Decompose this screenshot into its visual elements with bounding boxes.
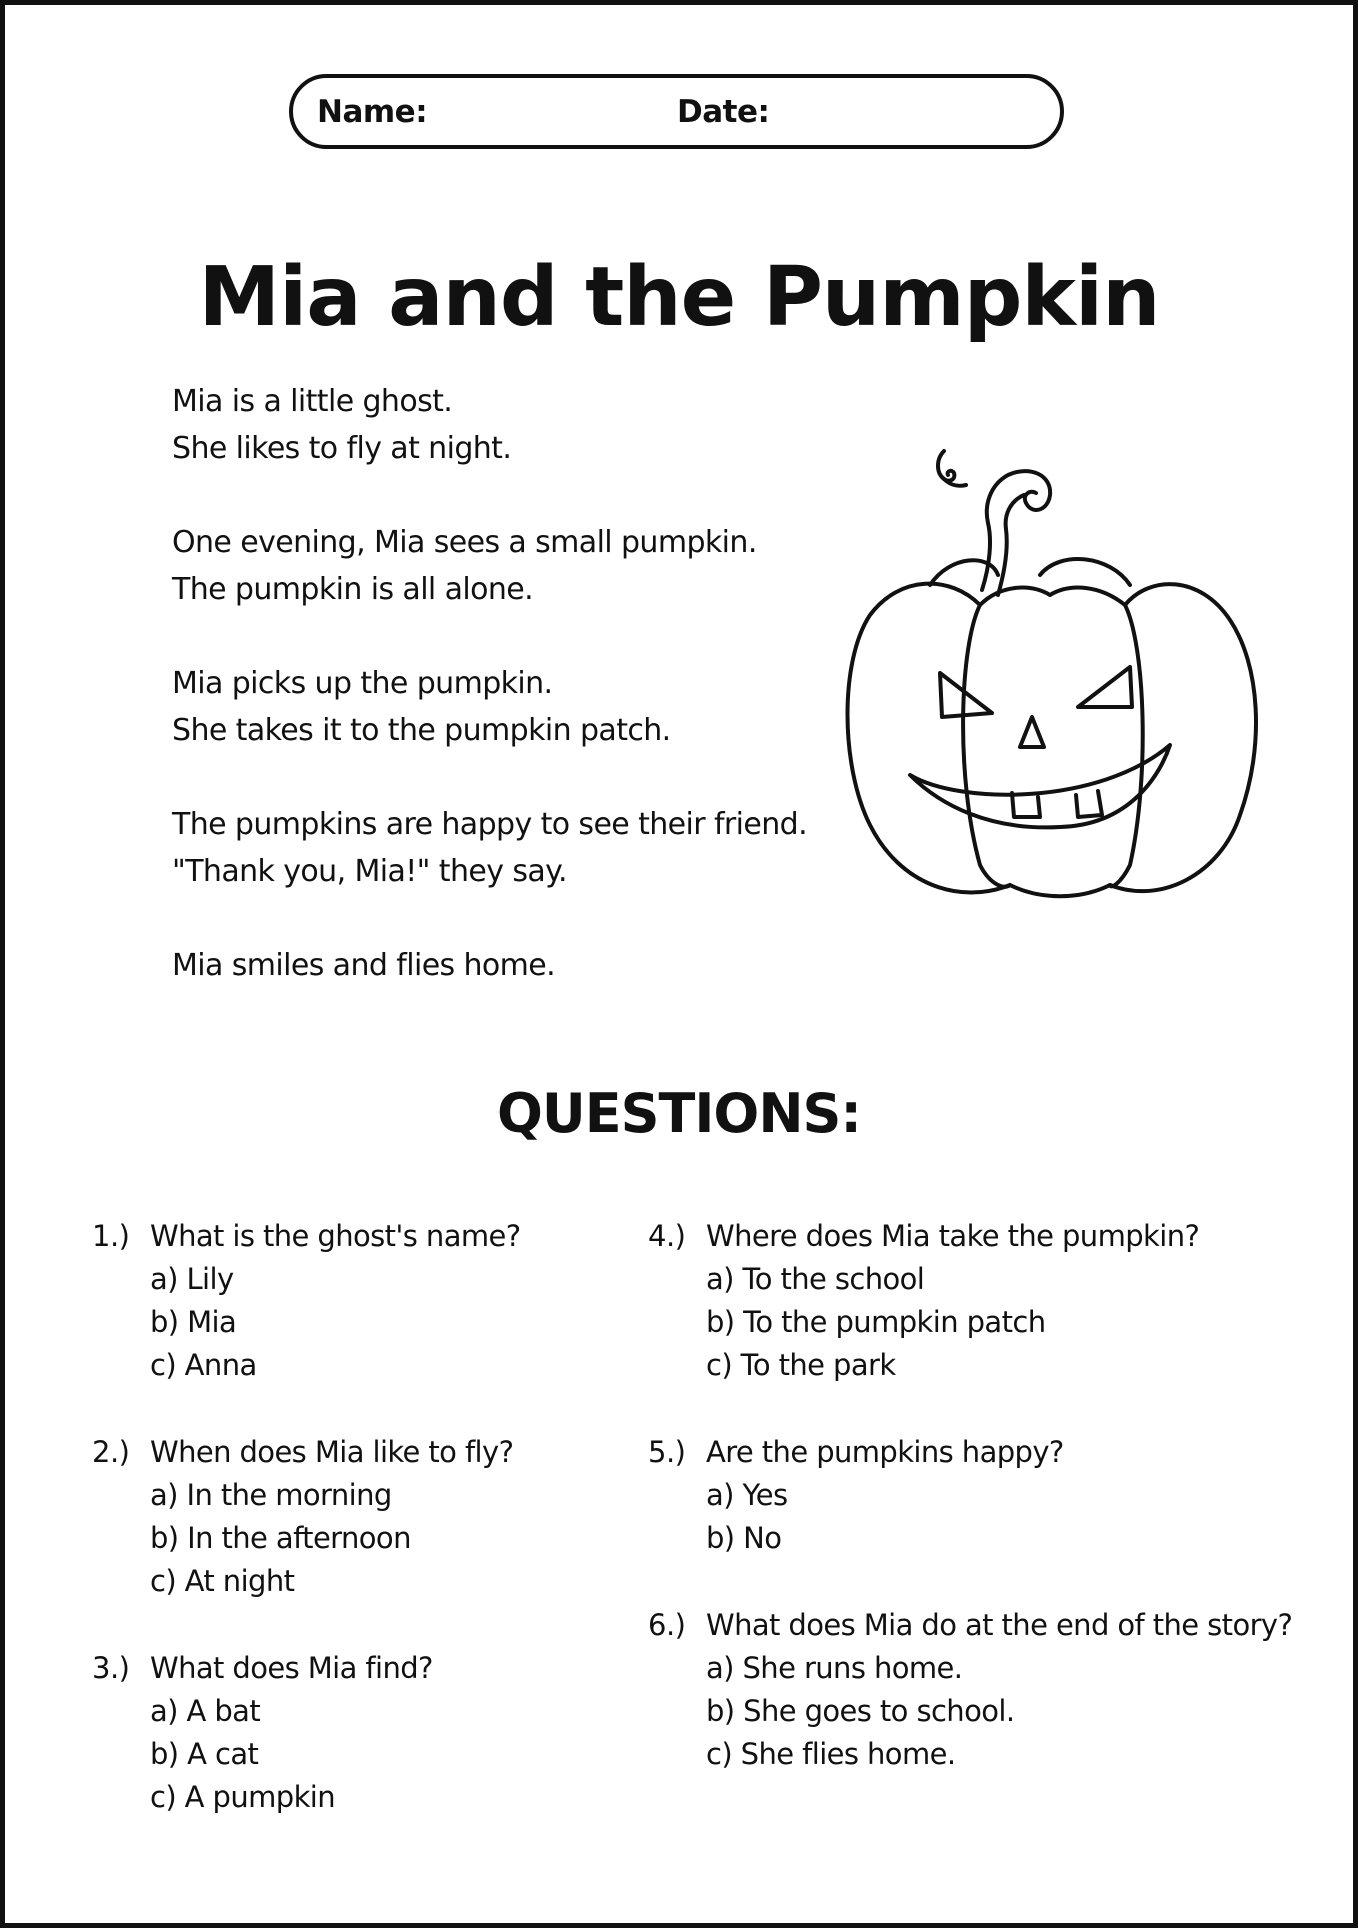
question-text: When does Mia like to fly? [150,1435,514,1469]
answer-option[interactable]: c) At night [150,1564,295,1598]
worksheet-title: Mia and the Pumpkin [198,250,1160,345]
answer-option[interactable]: a) She runs home. [706,1651,963,1685]
question-item [648,1215,1292,1387]
story-line: The pumpkins are happy to see their friend. [172,807,808,842]
story-line: She takes it to the pumpkin patch. [172,713,671,748]
answer-option[interactable]: a) To the school [706,1262,925,1296]
question-number: 1.) [92,1219,130,1253]
story-line: One evening, Mia sees a small pumpkin. [172,525,757,560]
story-text [172,378,872,1036]
question-text: What does Mia do at the end of the story? [706,1608,1293,1642]
name-date-bar [289,74,1064,149]
question-item [648,1431,1292,1560]
story-line: Mia smiles and flies home. [172,948,556,983]
answer-option[interactable]: a) Yes [706,1478,788,1512]
story-line: She likes to fly at night. [172,431,512,466]
name-field-label[interactable]: Name: [317,94,428,130]
answer-option[interactable]: b) Mia [150,1305,237,1339]
questions-left-column [92,1215,521,1863]
answer-option[interactable]: c) To the park [706,1348,896,1382]
story-line: The pumpkin is all alone. [172,572,534,607]
answer-option[interactable]: c) She flies home. [706,1737,956,1771]
story-line: Mia picks up the pumpkin. [172,666,553,701]
questions-right-column [648,1215,1292,1820]
answer-option[interactable]: a) A bat [150,1694,261,1728]
question-number: 4.) [648,1219,686,1253]
question-number: 3.) [92,1651,130,1685]
answer-option[interactable]: a) Lily [150,1262,234,1296]
answer-option[interactable]: b) A cat [150,1737,259,1771]
question-number: 5.) [648,1435,686,1469]
question-number: 2.) [92,1435,130,1469]
answer-option[interactable]: b) She goes to school. [706,1694,1015,1728]
story-paragraph [172,660,872,754]
question-text: Where does Mia take the pumpkin? [706,1219,1200,1253]
story-paragraph [172,942,872,989]
question-item [648,1604,1292,1776]
answer-option[interactable]: b) No [706,1521,782,1555]
answer-option[interactable]: b) To the pumpkin patch [706,1305,1046,1339]
question-text: Are the pumpkins happy? [706,1435,1064,1469]
date-field-label[interactable]: Date: [677,94,770,130]
story-line: "Thank you, Mia!" they say. [172,854,567,889]
question-item [92,1431,521,1603]
answer-option[interactable]: b) In the afternoon [150,1521,411,1555]
story-paragraph [172,801,872,895]
question-text: What does Mia find? [150,1651,433,1685]
answer-option[interactable]: a) In the morning [150,1478,392,1512]
answer-option[interactable]: c) A pumpkin [150,1780,336,1814]
story-paragraph [172,378,872,472]
answer-option[interactable]: c) Anna [150,1348,257,1382]
question-item [92,1647,521,1819]
question-text: What is the ghost's name? [150,1219,521,1253]
question-number: 6.) [648,1608,686,1642]
jack-o-lantern-icon [840,445,1260,930]
story-paragraph [172,519,872,613]
questions-heading: QUESTIONS: [496,1082,862,1145]
story-line: Mia is a little ghost. [172,384,453,419]
question-item [92,1215,521,1387]
